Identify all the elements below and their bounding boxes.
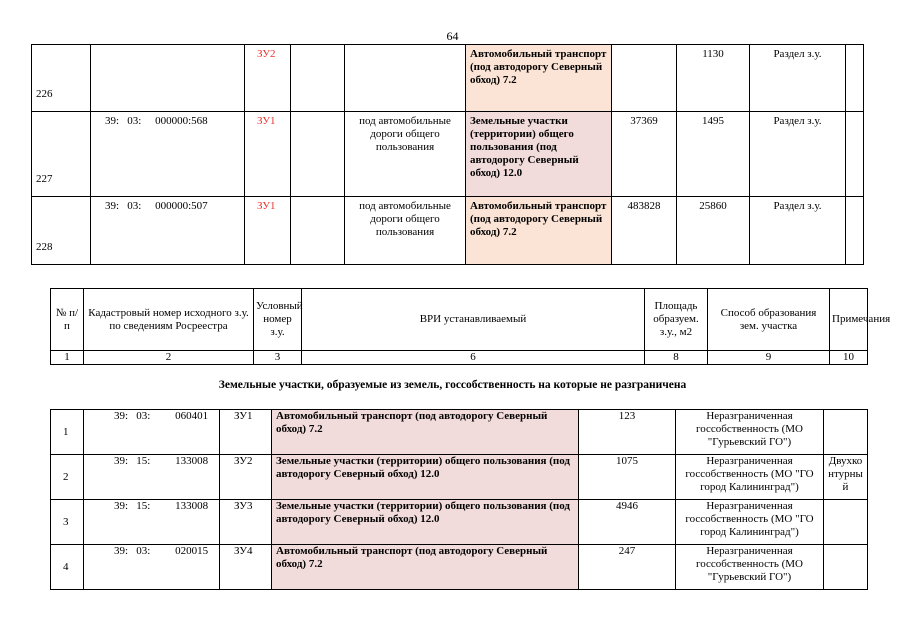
- note-cell: [846, 112, 864, 197]
- vri-existing: под автомобильные дороги общего пользования: [345, 197, 466, 265]
- column-index: 10: [830, 351, 868, 365]
- vri-new: Автомобильный транспорт (под автодорогу Северный обход) 7.2: [272, 545, 579, 590]
- parcels-table-header: [50, 288, 891, 365]
- col-header-conditional: Условный номер з.у.: [254, 289, 302, 351]
- col-header-vri: ВРИ устанавливаемый: [302, 289, 645, 351]
- col-header-method: Способ образования зем. участка: [708, 289, 830, 351]
- formation-method: Неразграниченная госсобственность (МО "ГО город Калининград"): [676, 455, 824, 500]
- table-row: [51, 500, 868, 545]
- col-header-number: № п/п: [51, 289, 84, 351]
- column-index: 3: [254, 351, 302, 365]
- cadastral-number: [91, 45, 245, 112]
- table-row: [51, 545, 868, 590]
- formation-method: Раздел з.у.: [750, 112, 846, 197]
- conditional-number: ЗУ2: [220, 455, 272, 500]
- conditional-number: ЗУ1: [245, 112, 291, 197]
- cadastral-number: 39: 03: 000000:507: [91, 197, 245, 265]
- page-number: 64: [446, 29, 459, 43]
- empty-cell: [291, 197, 345, 265]
- area-new: 1075: [579, 455, 676, 500]
- col-header-area: Площадь образуем. з.у., м2: [645, 289, 708, 351]
- cadastral-number: 39: 15: 133008: [84, 455, 220, 500]
- formation-method: Раздел з.у.: [750, 45, 846, 112]
- note-cell: [846, 197, 864, 265]
- col-header-note: Примечания: [830, 289, 868, 351]
- conditional-number: ЗУ1: [245, 197, 291, 265]
- row-number: 1: [51, 410, 84, 455]
- col-header-cadastral: Кадастровый номер исходного з.у. по сведениям Росреестра: [84, 289, 254, 351]
- conditional-number: ЗУ4: [220, 545, 272, 590]
- table-row: [32, 112, 864, 197]
- table-row: [51, 455, 868, 500]
- area-new: 123: [579, 410, 676, 455]
- vri-existing: под автомобильные дороги общего пользования: [345, 112, 466, 197]
- conditional-number: ЗУ1: [220, 410, 272, 455]
- formation-method: Раздел з.у.: [750, 197, 846, 265]
- row-number: 3: [51, 500, 84, 545]
- vri-new: Автомобильный транспорт (под автодорогу Северный обход) 7.2: [272, 410, 579, 455]
- note-cell: Двухконтурный: [824, 455, 868, 500]
- column-index: 1: [51, 351, 84, 365]
- column-index-row: [51, 351, 868, 365]
- vri-new: Земельные участки (территории) общего пользования (под автодорогу Северный обход) 12.0: [272, 455, 579, 500]
- section-title: Земельные участки, образуемые из земель, госсобственность на которые не разграничена: [218, 379, 687, 391]
- header-row: [51, 289, 868, 351]
- vri-new: Автомобильный транспорт (под автодорогу Северный обход) 7.2: [466, 197, 612, 265]
- note-cell: [824, 545, 868, 590]
- empty-cell: [291, 112, 345, 197]
- empty-cell: [291, 45, 345, 112]
- column-index: 2: [84, 351, 254, 365]
- parcels-table-continued: [31, 44, 864, 265]
- vri-new: Земельные участки (территории) общего пользования (под автодорогу Северный обход) 12.0: [466, 112, 612, 197]
- row-number: 2: [51, 455, 84, 500]
- row-number: 228: [32, 197, 91, 265]
- area-new: 25860: [677, 197, 750, 265]
- formation-method: Неразграниченная госсобственность (МО "ГО город Калининград"): [676, 500, 824, 545]
- column-index: 6: [302, 351, 645, 365]
- row-number: 4: [51, 545, 84, 590]
- area-source: [612, 45, 677, 112]
- column-index: 8: [645, 351, 708, 365]
- area-new: 1495: [677, 112, 750, 197]
- row-number: 227: [32, 112, 91, 197]
- table-row: [32, 45, 864, 112]
- cadastral-number: 39: 03: 020015: [84, 545, 220, 590]
- note-cell: [824, 500, 868, 545]
- cadastral-number: 39: 15: 133008: [84, 500, 220, 545]
- unallocated-parcels-table: [50, 409, 868, 590]
- conditional-number: ЗУ3: [220, 500, 272, 545]
- cadastral-number: 39: 03: 060401: [84, 410, 220, 455]
- area-source: 37369: [612, 112, 677, 197]
- area-new: 4946: [579, 500, 676, 545]
- cadastral-number: 39: 03: 000000:568: [91, 112, 245, 197]
- formation-method: Неразграниченная госсобственность (МО "Гурьевский ГО"): [676, 410, 824, 455]
- vri-existing: [345, 45, 466, 112]
- area-source: 483828: [612, 197, 677, 265]
- area-new: 1130: [677, 45, 750, 112]
- area-new: 247: [579, 545, 676, 590]
- column-index: 9: [708, 351, 830, 365]
- row-number: 226: [32, 45, 91, 112]
- vri-new: Земельные участки (территории) общего пользования (под автодорогу Северный обход) 12.0: [272, 500, 579, 545]
- note-cell: [824, 410, 868, 455]
- table-row: [32, 197, 864, 265]
- note-cell: [846, 45, 864, 112]
- conditional-number: ЗУ2: [245, 45, 291, 112]
- table-row: [51, 410, 868, 455]
- formation-method: Неразграниченная госсобственность (МО "Гурьевский ГО"): [676, 545, 824, 590]
- vri-new: Автомобильный транспорт (под автодорогу Северный обход) 7.2: [466, 45, 612, 112]
